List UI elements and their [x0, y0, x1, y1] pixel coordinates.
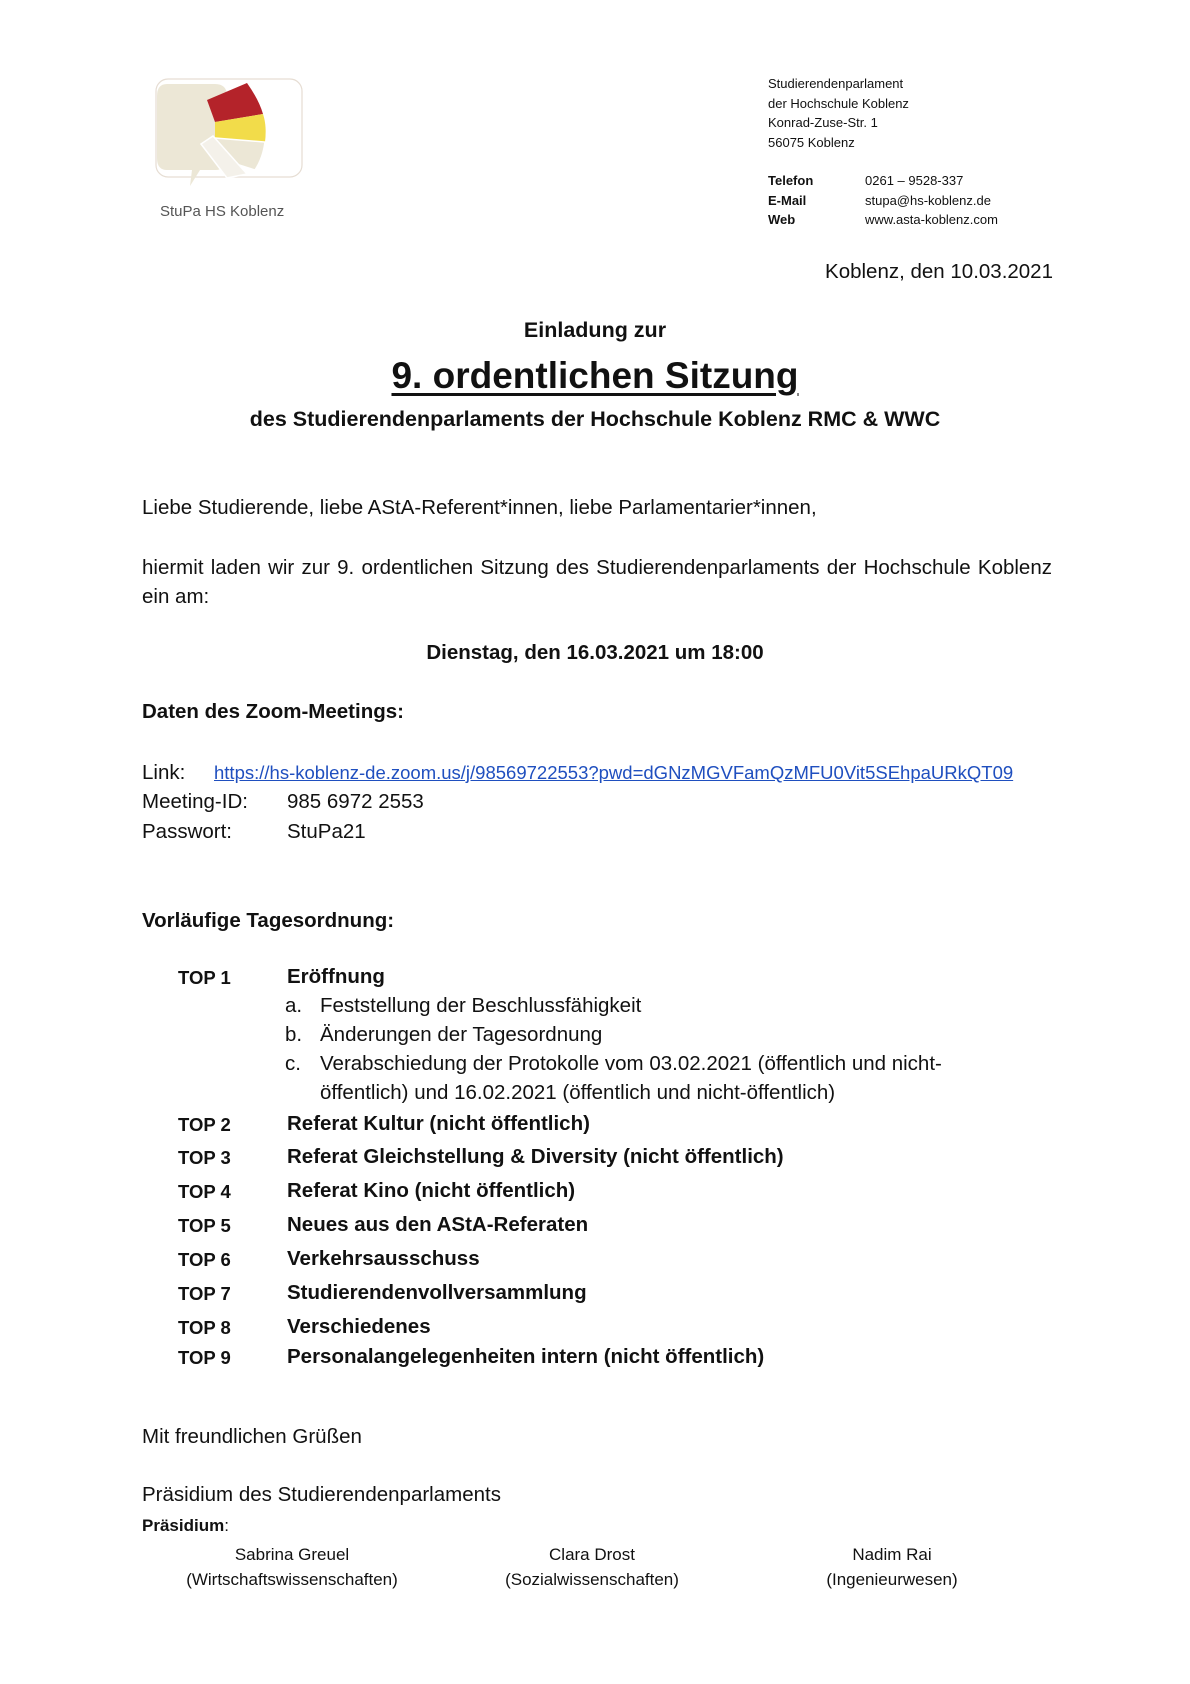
contact-block [768, 171, 998, 230]
address-line: 56075 Koblenz [768, 134, 855, 150]
contact-value: www.asta-koblenz.com [865, 212, 998, 227]
agenda-item-title: Referat Kultur (nicht öffentlich) [287, 1112, 590, 1135]
agenda-item-number: TOP 4 [178, 1181, 231, 1202]
presidium-signature: Präsidium des Studierendenparlaments [142, 1483, 501, 1506]
presidium-label-colon: : [224, 1516, 229, 1535]
contact-label: E-Mail [768, 192, 807, 208]
zoom-heading: Daten des Zoom-Meetings: [142, 700, 404, 723]
agenda-item-title: Verschiedenes [287, 1315, 431, 1338]
sender-address [768, 74, 909, 152]
agenda-item-title: Verkehrsausschuss [287, 1247, 480, 1270]
contact-phone [768, 171, 998, 191]
agenda-item-number: TOP 6 [178, 1249, 231, 1270]
meeting-id-value: 985 6972 2553 [287, 790, 424, 813]
agenda-subitem-text: Feststellung der Beschlussfähigkeit [320, 994, 642, 1017]
agenda-item-title: Studierendenvollversammlung [287, 1281, 587, 1304]
member-department: (Wirtschaftswissenschaften) [186, 1570, 398, 1589]
agenda-subitem-text: Verabschiedung der Protokolle vom 03.02.2021 (öffentlich und nicht- [320, 1052, 942, 1075]
agenda-item-title: Referat Gleichstellung & Diversity (nicht öffentlich) [287, 1145, 784, 1168]
address-line: Studierendenparlament [768, 76, 904, 91]
contact-label: Telefon [768, 173, 814, 188]
greeting: Liebe Studierende, liebe AStA-Referent*innen, liebe Parlamentarier*innen, [142, 496, 817, 519]
agenda-item-number: TOP 7 [178, 1283, 231, 1304]
body-paragraph: hiermit laden wir zur 9. ordentlichen Sitzung des Studierendenparlaments der Hochschule Koblenz ein am: [142, 556, 1052, 608]
password-label: Passwort: [142, 820, 232, 843]
contact-web [768, 210, 998, 230]
contact-value: stupa@hs-koblenz.de [865, 192, 991, 208]
zoom-link[interactable]: https://hs-koblenz-de.zoom.us/j/98569722553?pwd=dGNzMGVFamQzMFU0Vit5SEhpaURkQT09 [214, 762, 1014, 783]
zoom-link-label: Link: [142, 761, 186, 784]
presidium-member [752, 1542, 1032, 1592]
agenda-subitem-text: Änderungen der Tagesordnung [320, 1023, 603, 1046]
agenda-item-title: Referat Kino (nicht öffentlich) [287, 1179, 576, 1202]
agenda-item-number: TOP 2 [178, 1114, 231, 1135]
letter-date: Koblenz, den 10.03.2021 [825, 260, 1053, 283]
presidium-label-text: Präsidium [142, 1516, 225, 1535]
member-name: Nadim Rai [852, 1545, 932, 1564]
address-line: der Hochschule Koblenz [768, 95, 909, 111]
agenda-subitem-text: öffentlich) und 16.02.2021 (öffentlich und nicht-öffentlich) [320, 1081, 836, 1104]
stupa-logo [155, 78, 305, 188]
agenda-item-title: Eröffnung [287, 965, 385, 988]
contact-email [768, 191, 998, 211]
presidium-label [142, 1516, 229, 1536]
agenda-item-number: TOP 3 [178, 1147, 231, 1168]
meeting-id-label: Meeting-ID: [142, 790, 248, 813]
logo-text: StuPa HS Koblenz [160, 203, 285, 220]
address-line: Konrad-Zuse-Str. 1 [768, 115, 878, 130]
agenda-item-number: TOP 8 [178, 1317, 231, 1338]
closing: Mit freundlichen Grüßen [142, 1425, 362, 1448]
member-department: (Ingenieurwesen) [826, 1570, 958, 1589]
invitation-title: 9. ordentlichen Sitzung [391, 355, 799, 396]
invitation-subtitle: des Studierendenparlaments der Hochschule Koblenz RMC & WWC [249, 407, 941, 431]
agenda-item-title: Personalangelegenheiten intern (nicht öffentlich) [287, 1345, 765, 1368]
presidium-member [452, 1542, 732, 1592]
contact-label: Web [768, 212, 796, 227]
member-name: Clara Drost [549, 1545, 635, 1564]
meeting-date: Dienstag, den 16.03.2021 um 18:00 [426, 641, 764, 664]
agenda-heading: Vorläufige Tagesordnung: [142, 909, 395, 932]
agenda-item-title: Neues aus den AStA-Referaten [287, 1213, 589, 1236]
invitation-pretitle: Einladung zur [523, 318, 667, 342]
member-name: Sabrina Greuel [234, 1545, 350, 1564]
password-value: StuPa21 [287, 820, 366, 843]
contact-value: 0261 – 9528-337 [865, 173, 964, 188]
agenda-subitem-letter: c. [285, 1052, 301, 1075]
agenda-item-number: TOP 9 [178, 1347, 231, 1368]
agenda-subitem-letter: a. [285, 994, 303, 1017]
agenda-item-number: TOP 1 [178, 967, 231, 988]
agenda-item-number: TOP 5 [178, 1215, 231, 1236]
presidium-member [152, 1542, 432, 1592]
agenda-subitem-letter: b. [285, 1023, 303, 1046]
member-department: (Sozialwissenschaften) [505, 1570, 679, 1589]
